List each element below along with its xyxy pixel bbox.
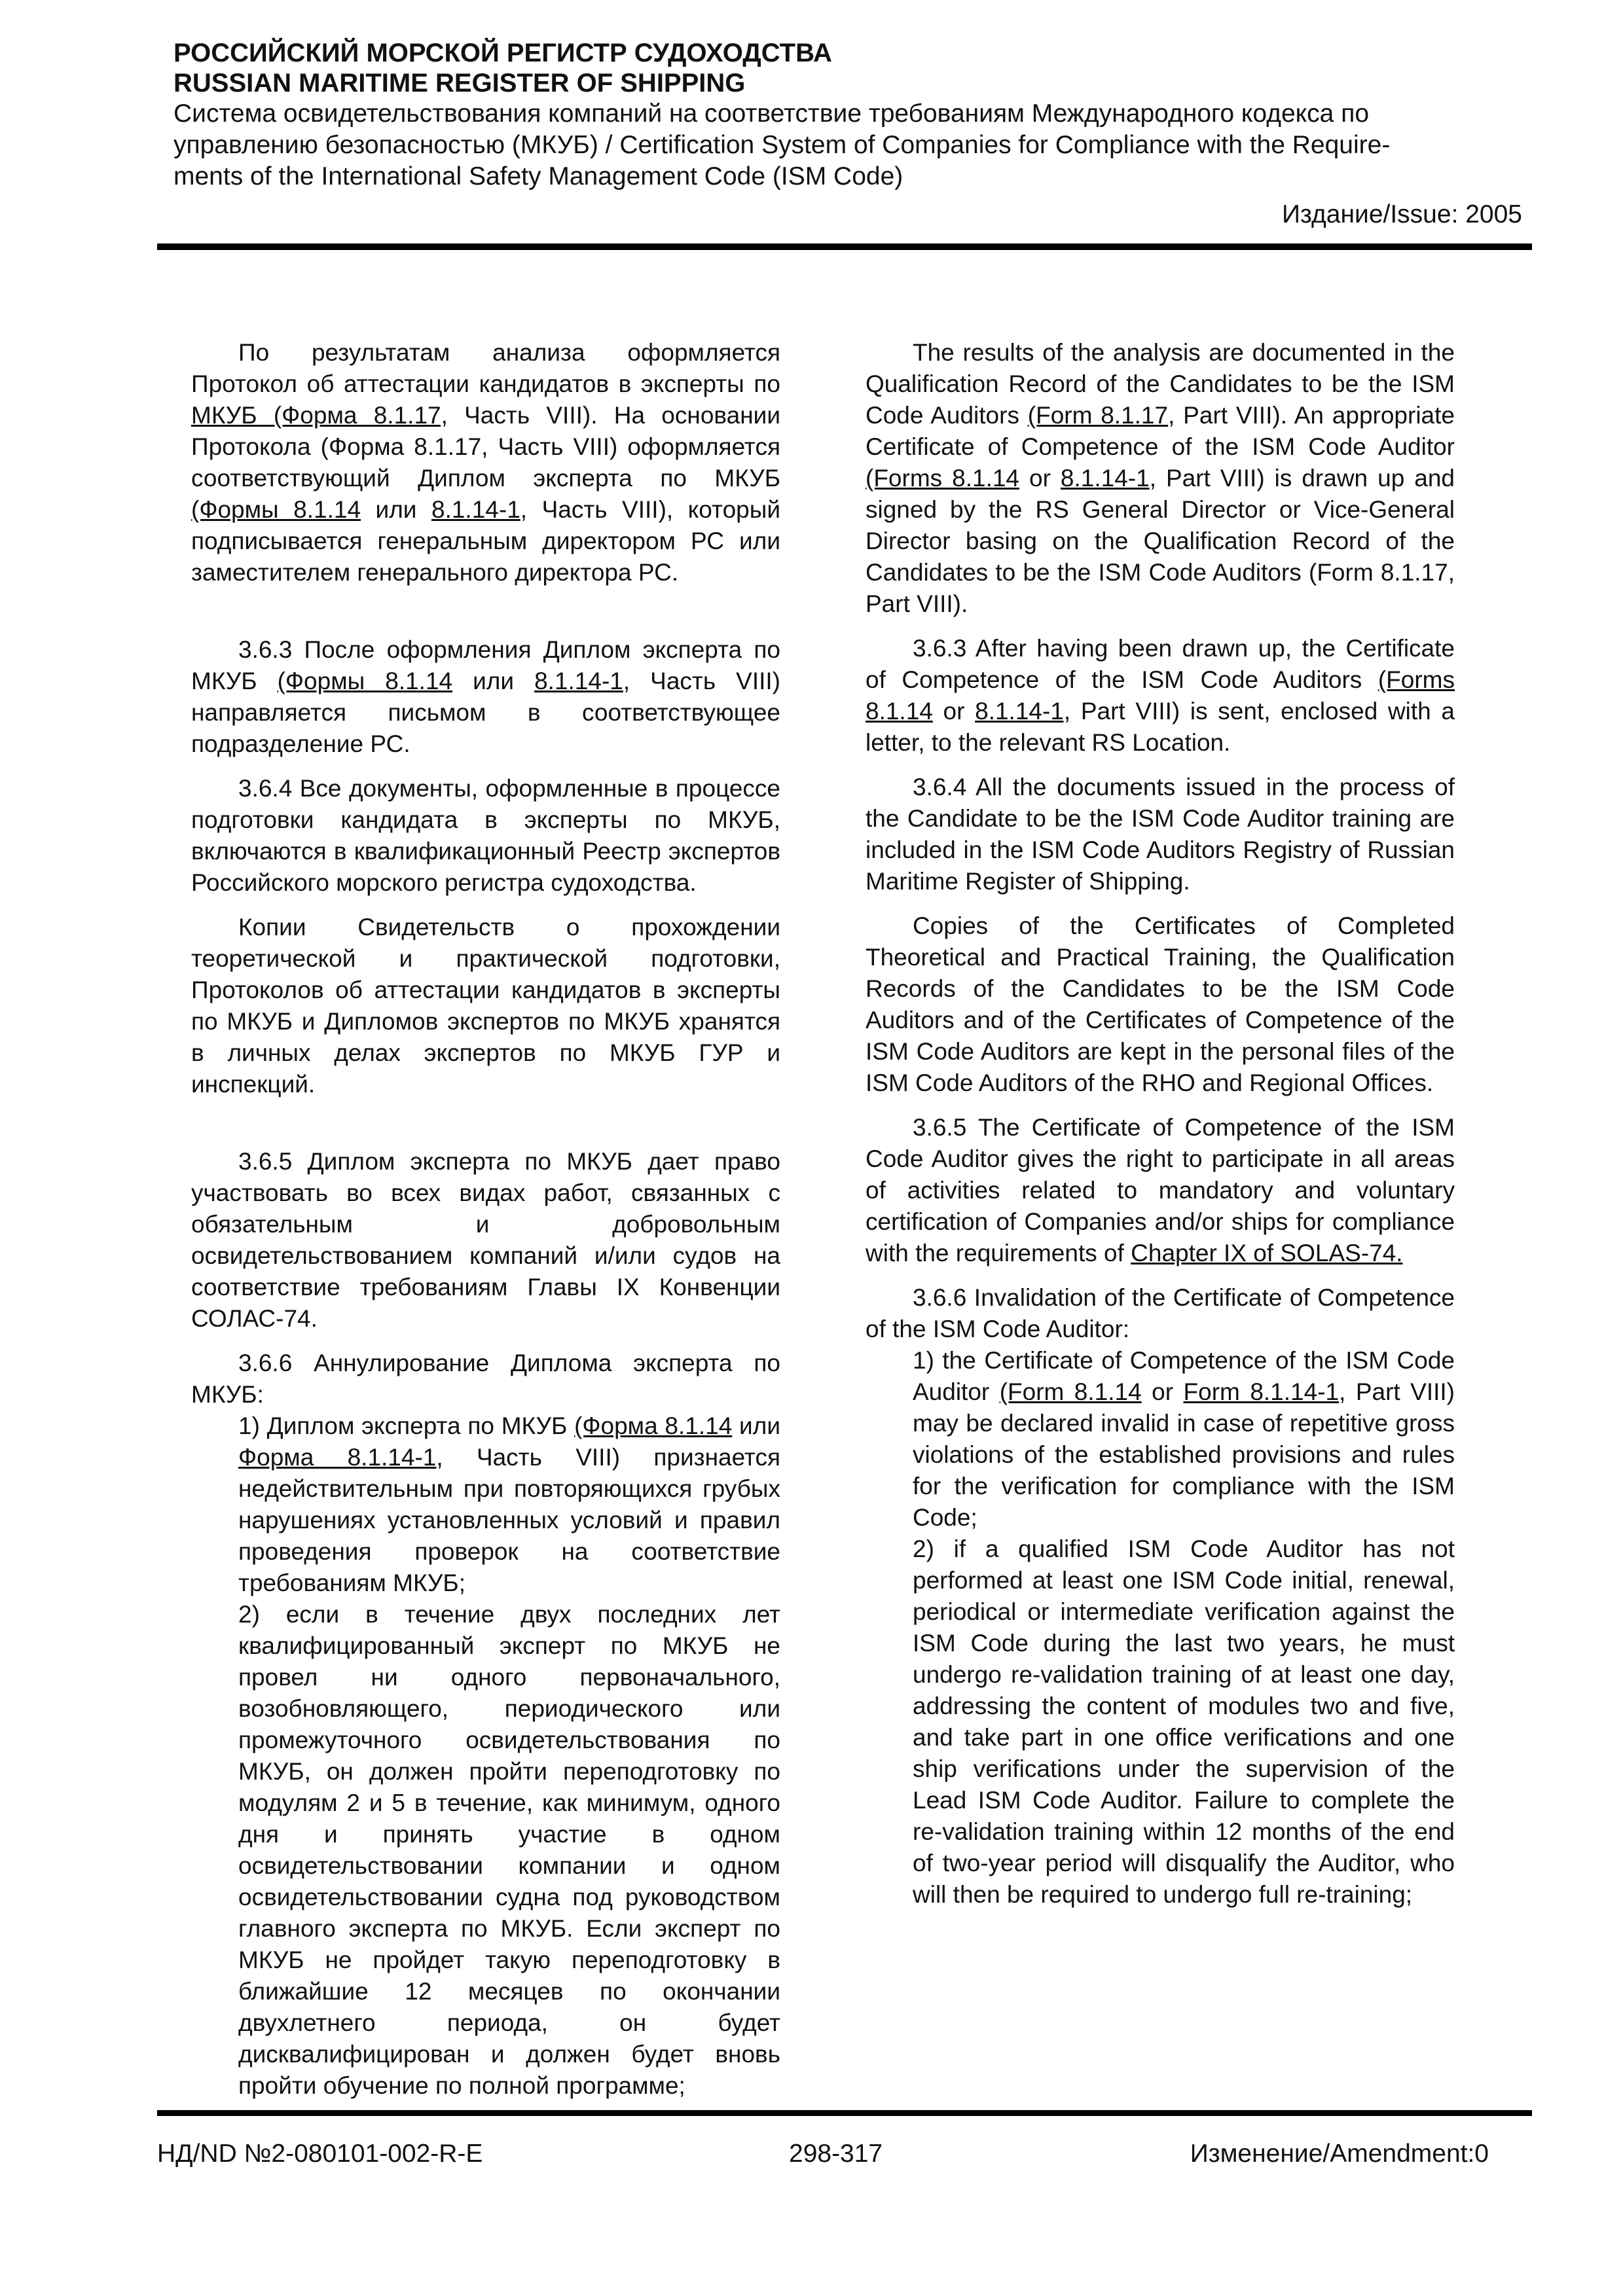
- ru-item1-form-8-1-14-link[interactable]: (Форма 8.1.14: [574, 1412, 733, 1439]
- ru-paragraph-3-6-6: 3.6.6 Аннулирование Диплома эксперта по МКУБ:: [191, 1350, 780, 1408]
- ru-list-item-1: [191, 1410, 780, 1599]
- ru-p2-text-c: , Часть VIII) направляется письмом в соответствующее подразделение РС.: [191, 668, 780, 757]
- ru-form-8-1-14-link[interactable]: (Формы 8.1.14: [191, 496, 361, 523]
- en-solas-chapter-ix-link[interactable]: Chapter IX of SOLAS-74.: [1131, 1240, 1403, 1266]
- register-title-ru: РОССИЙСКИЙ МОРСКОЙ РЕГИСТР СУДОХОДСТВА: [173, 39, 832, 67]
- ru-p1-text-d: , Часть VIII), который подписывается генеральным директором РС или заместителем генерального директора РС.: [191, 496, 780, 586]
- ru-item1-text-c: , Часть VIII) признается недействительным при повторяющихся грубых нарушениях установленных условий и правил проведения проверок на соответствие требованиям МКУБ;: [238, 1444, 781, 1596]
- en-form-8-1-14-1-link[interactable]: 8.1.14-1: [1060, 465, 1150, 492]
- page-header: [173, 38, 1522, 230]
- ru-item1-text-b: или: [732, 1412, 780, 1439]
- en-item1-text-b: or: [1141, 1378, 1184, 1405]
- issue-label: Издание/Issue: 2005: [1282, 200, 1522, 228]
- ru-paragraph-3-6-4: 3.6.4 Все документы, оформленные в процессе подготовки кандидата в эксперты по МКУБ, включаются в квалификационный Реестр экспертов Российского морского регистра судоходства.: [191, 775, 780, 896]
- ru-p2-form-8-1-14-link[interactable]: (Формы 8.1.14: [277, 668, 453, 694]
- document-number: НД/ND №2-080101-002-R-E: [157, 2140, 483, 2168]
- header-divider: [157, 243, 1532, 250]
- en-p2-form-8-1-14-link[interactable]: (Forms 8.1.14: [866, 666, 1455, 725]
- ru-p1-text-b: Часть VIII). На основании Протокола (Форма 8.1.17, Часть VIII) оформляется соответствующий Диплом эксперта по МКУБ: [191, 402, 780, 492]
- ru-p1-text-a: По результатам анализа оформляется Протокол об аттестации кандидатов в эксперты по: [191, 339, 780, 397]
- en-p1-text-a: The results of the analysis are documented in the Qualification Record of the Candidates to be the ISM Code Auditors: [866, 339, 1455, 429]
- document-subtitle-line-1: Система освидетельствования компаний на соответствие требованиям Международного кодекса по: [173, 99, 1370, 128]
- en-item1-text-a: 1) the Certificate of Competence of the ISM Code Auditor: [913, 1347, 1455, 1405]
- en-p1-text-c: or: [1019, 465, 1061, 492]
- amendment-label: Изменение/Amendment:0: [1190, 2140, 1489, 2168]
- en-paragraph-analysis-results: [866, 337, 1455, 620]
- en-p1-text-d: , Part VIII) is drawn up and signed by the RS General Director or Vice-General Director basing on the Qualification Record of the Candidates to be the ISM Code Auditors (Form 8.1.17, Part VIII).: [866, 465, 1455, 617]
- ru-paragraph-copies: Копии Свидетельств о прохождении теоретической и практической подготовки, Протоколов об аттестации кандидатов в эксперты по МКУБ и Дипломов экспертов по МКУБ хранятся в личных делах экспертов по МКУБ ГУР и инспекций.: [191, 914, 780, 1098]
- en-paragraph-3-6-3: [866, 633, 1455, 759]
- footer-divider: [157, 2110, 1532, 2116]
- ru-list-item-2: 2) если в течение двух последних лет квалифицированный эксперт по МКУБ не провел ни одного первоначального, возобновляющего, периодического или промежуточного освидетельствования по МКУБ, он должен пройти переподготовку по модулям 2 и 5 в течение, как минимум, одного дня и принять участие в одном освидетельствовании компании и одном освидетельствовании судна под руководством главного эксперта по МКУБ. Если эксперт по МКУБ не пройдет такую переподготовку в ближайшие 12 месяцев по окончании двухлетнего периода, он будет дисквалифицирован и должен будет вновь пройти обучение по полной программе;: [238, 1601, 780, 2099]
- en-p2-text-b: or: [932, 698, 976, 725]
- en-paragraph-3-6-5: [866, 1112, 1455, 1269]
- en-p2-text-a: 3.6.3 After having been drawn up, the Certificate of Competence of the ISM Code Auditors: [866, 635, 1455, 693]
- page-range: 298-317: [789, 2140, 883, 2168]
- en-item1-text-c: , Part VIII) may be declared invalid in case of repetitive gross violations of the established provisions and rules for the verification for compliance with the ISM Code;: [913, 1378, 1455, 1531]
- en-form-8-1-14-link[interactable]: (Forms 8.1.14: [866, 465, 1020, 492]
- en-p2-text-c: Part VIII) is sent, enclosed with a letter, to the relevant RS Location.: [866, 698, 1455, 756]
- document-subtitle-line-3: ments of the International Safety Management Code (ISM Code): [173, 162, 903, 190]
- english-column: [866, 337, 1455, 1910]
- ru-form-8-1-14-1-link[interactable]: 8.1.14-1: [431, 496, 520, 523]
- ru-p2-form-8-1-14-1-link[interactable]: 8.1.14-1: [534, 668, 623, 694]
- russian-column: [191, 337, 780, 2102]
- en-item1-form-8-1-14-link[interactable]: (Form 8.1.14: [999, 1378, 1142, 1405]
- en-paragraph-3-6-6: 3.6.6 Invalidation of the Certificate of Competence of the ISM Code Auditor:: [866, 1284, 1455, 1342]
- ru-item1-form-8-1-14-1-link[interactable]: Форма 8.1.14-1: [238, 1444, 437, 1471]
- en-paragraph-copies: Copies of the Certificates of Completed Theoretical and Practical Training, the Qualification Records of the Candidates to be the ISM Code Auditors and of the Certificates of Competence of the ISM Code Auditors are kept in the personal files of the ISM Code Auditors of the RHO and Regional Offices.: [866, 912, 1455, 1096]
- en-form-8-1-17-link[interactable]: (Form 8.1.17: [1027, 402, 1169, 429]
- en-p1-text-b: , Part VIII). An appropriate Certificate of Competence of the ISM Code Auditor: [866, 402, 1455, 460]
- ru-p2-text-b: или: [452, 668, 535, 694]
- en-paragraph-3-6-4: 3.6.4 All the documents issued in the process of the Candidate to be the ISM Code Auditor training are included in the ISM Code Auditors Registry of Russian Maritime Register of Shipping.: [866, 774, 1455, 895]
- en-p2-form-8-1-14-1-link[interactable]: 8.1.14-1,: [975, 698, 1071, 725]
- ru-paragraph-3-6-5: 3.6.5 Диплом эксперта по МКУБ дает право участвовать во всех видах работ, связанных с обязательным и добровольным освидетельствованием компаний и/или судов на соответствие требованиям Главы IX Конвенции СОЛАС-74.: [191, 1148, 780, 1332]
- en-list-item-1: [866, 1345, 1455, 1534]
- ru-paragraph-analysis-results: [191, 337, 780, 588]
- ru-form-8-1-17-link[interactable]: МКУБ (Форма 8.1.17,: [191, 402, 448, 429]
- register-title-en: RUSSIAN MARITIME REGISTER OF SHIPPING: [173, 69, 746, 98]
- en-p5-text-a: 3.6.5 The Certificate of Competence of the ISM Code Auditor gives the right to participate in all areas of activities related to mandatory and voluntary certification of Companies and/or ships for compliance with the requirements of: [866, 1114, 1455, 1266]
- document-subtitle-line-2: управлению безопасностью (МКУБ) / Certification System of Companies for Compliance with the Require-: [173, 131, 1391, 159]
- ru-item1-text-a: 1) Диплом эксперта по МКУБ: [238, 1412, 575, 1439]
- en-list-item-2: 2) if a qualified ISM Code Auditor has not performed at least one ISM Code initial, renewal, periodical or intermediate verification against the ISM Code during the last two years, he must undergo re-validation training of at least one day, addressing the content of modules two and five, and take part in one office verifications and one ship verifications under the supervision of the Lead ISM Code Auditor. Failure to complete the re-validation training within 12 months of the end of two-year period will disqualify the Auditor, who will then be required to undergo full re-training;: [913, 1535, 1455, 1908]
- ru-paragraph-3-6-3: [191, 634, 780, 760]
- en-item1-form-8-1-14-1-link[interactable]: Form 8.1.14-1: [1183, 1378, 1340, 1405]
- ru-p2-text-a: 3.6.3 После оформления Диплом эксперта по МКУБ: [191, 636, 780, 694]
- ru-p1-text-c: или: [361, 496, 431, 523]
